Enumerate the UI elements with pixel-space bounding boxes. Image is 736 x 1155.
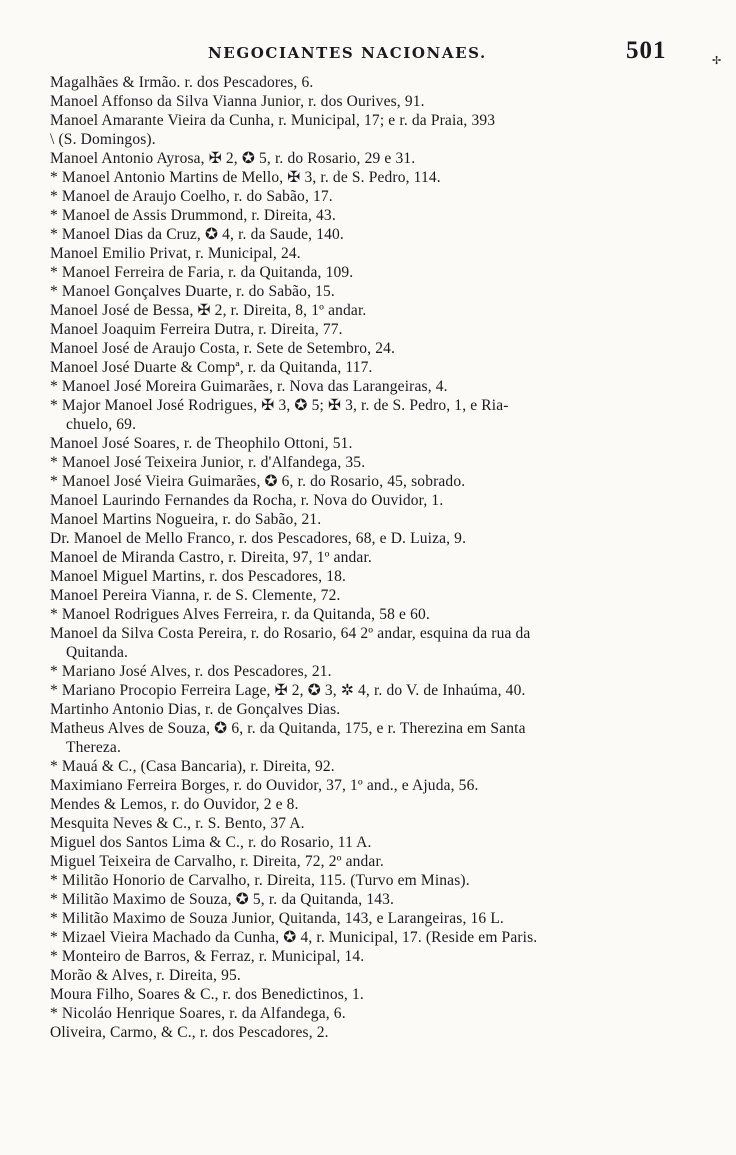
entry-line: * Nicoláo Henrique Soares, r. da Alfandega, 6. <box>50 1005 346 1022</box>
entry-line: Manoel Affonso da Silva Vianna Junior, r. dos Ourives, 91. <box>50 93 425 110</box>
entry-line: * Manoel José Moreira Guimarães, r. Nova das Larangeiras, 4. <box>50 378 448 395</box>
entry-line: Morão & Alves, r. Direita, 95. <box>50 967 241 984</box>
entry-line: * Manoel Dias da Cruz, ✪ 4, r. da Saude, 140. <box>50 226 344 243</box>
entry-line: Martinho Antonio Dias, r. de Gonçalves Dias. <box>50 701 341 718</box>
entry-line: Manoel Laurindo Fernandes da Rocha, r. Nova do Ouvidor, 1. <box>50 492 444 509</box>
entry-line: Moura Filho, Soares & C., r. dos Benedictinos, 1. <box>50 986 364 1003</box>
entry-line: Manoel Joaquim Ferreira Dutra, r. Direita, 77. <box>50 321 343 338</box>
entry-line: Thereza. <box>66 739 121 756</box>
entry-line: Manoel da Silva Costa Pereira, r. do Rosario, 64 2º andar, esquina da rua da <box>50 625 531 642</box>
entry-line: * Militão Honorio de Carvalho, r. Direita, 115. (Turvo em Minas). <box>50 872 470 889</box>
entry-line: * Manoel José Teixeira Junior, r. d'Alfandega, 35. <box>50 454 366 471</box>
entry-line: * Militão Maximo de Souza, ✪ 5, r. da Quitanda, 143. <box>50 891 395 908</box>
entry-line: Manoel José de Araujo Costa, r. Sete de Setembro, 24. <box>50 340 396 357</box>
entry-line: Oliveira, Carmo, & C., r. dos Pescadores, 2. <box>50 1024 329 1041</box>
entry-line: Manoel de Miranda Castro, r. Direita, 97, 1º andar. <box>50 549 372 566</box>
running-title: NEGOCIANTES NACIONAES. <box>208 44 487 62</box>
entry-line: * Mizael Vieira Machado da Cunha, ✪ 4, r. Municipal, 17. (Reside em Paris. <box>50 929 538 946</box>
entry-line: * Manoel Antonio Martins de Mello, ✠ 3, r. de S. Pedro, 114. <box>50 169 441 186</box>
entry-line: Miguel dos Santos Lima & C., r. do Rosario, 11 A. <box>50 834 372 851</box>
entry-line: * Manoel de Araujo Coelho, r. do Sabão, 17. <box>50 188 333 205</box>
entry-line: * Monteiro de Barros, & Ferraz, r. Municipal, 14. <box>50 948 365 965</box>
page-number: 501 <box>626 37 667 64</box>
entry-line: \ (S. Domingos). <box>50 131 156 148</box>
page-header <box>0 34 736 68</box>
entry-line: * Manoel de Assis Drummond, r. Direita, 43. <box>50 207 336 224</box>
entry-line: Manoel José Duarte & Compª, r. da Quitanda, 117. <box>50 359 373 376</box>
entry-line: Mesquita Neves & C., r. S. Bento, 37 A. <box>50 815 305 832</box>
entry-line: Mendes & Lemos, r. do Ouvidor, 2 e 8. <box>50 796 299 813</box>
entry-line: Dr. Manoel de Mello Franco, r. dos Pescadores, 68, e D. Luiza, 9. <box>50 530 467 547</box>
entry-line: * Mariano José Alves, r. dos Pescadores, 21. <box>50 663 332 680</box>
entry-line: Maximiano Ferreira Borges, r. do Ouvidor, 37, 1º and., e Ajuda, 56. <box>50 777 479 794</box>
entry-line: * Mauá & C., (Casa Bancaria), r. Direita, 92. <box>50 758 335 775</box>
entry-line: Manoel Pereira Vianna, r. de S. Clemente, 72. <box>50 587 341 604</box>
entry-line: * Manoel Ferreira de Faria, r. da Quitanda, 109. <box>50 264 354 281</box>
entry-line: Matheus Alves de Souza, ✪ 6, r. da Quitanda, 175, e r. Therezina em Santa <box>50 720 526 737</box>
entry-line: * Manoel Rodrigues Alves Ferreira, r. da Quitanda, 58 e 60. <box>50 606 430 623</box>
entry-line: Miguel Teixeira de Carvalho, r. Direita, 72, 2º andar. <box>50 853 384 870</box>
entry-line: Manoel José Soares, r. de Theophilo Ottoni, 51. <box>50 435 353 452</box>
entry-line: Manoel Amarante Vieira da Cunha, r. Municipal, 17; e r. da Praia, 393 <box>50 112 496 129</box>
entry-line: * Manoel Gonçalves Duarte, r. do Sabão, 15. <box>50 283 335 300</box>
entry-line: Manoel Antonio Ayrosa, ✠ 2, ✪ 5, r. do Rosario, 29 e 31. <box>50 150 416 167</box>
entry-line: Manoel Emilio Privat, r. Municipal, 24. <box>50 245 301 262</box>
entry-line: * Manoel José Vieira Guimarães, ✪ 6, r. do Rosario, 45, sobrado. <box>50 473 466 490</box>
entry-line: Manoel Martins Nogueira, r. do Sabão, 21. <box>50 511 322 528</box>
entry-line: Quitanda. <box>66 644 129 661</box>
entry-line: Manoel Miguel Martins, r. dos Pescadores, 18. <box>50 568 347 585</box>
entry-line: chuelo, 69. <box>66 416 137 433</box>
entry-line: Magalhães & Irmão. r. dos Pescadores, 6. <box>50 74 314 91</box>
entry-line: * Mariano Procopio Ferreira Lage, ✠ 2, ✪ 3, ✲ 4, r. do V. de Inhaúma, 40. <box>50 682 526 699</box>
entry-line: Manoel José de Bessa, ✠ 2, r. Direita, 8, 1º andar. <box>50 302 367 319</box>
printer-mark: ✢ <box>712 55 722 67</box>
entry-line: * Militão Maximo de Souza Junior, Quitanda, 143, e Larangeiras, 16 L. <box>50 910 504 927</box>
entry-line: * Major Manoel José Rodrigues, ✠ 3, ✪ 5; ✠ 3, r. de S. Pedro, 1, e Ria- <box>50 397 509 414</box>
